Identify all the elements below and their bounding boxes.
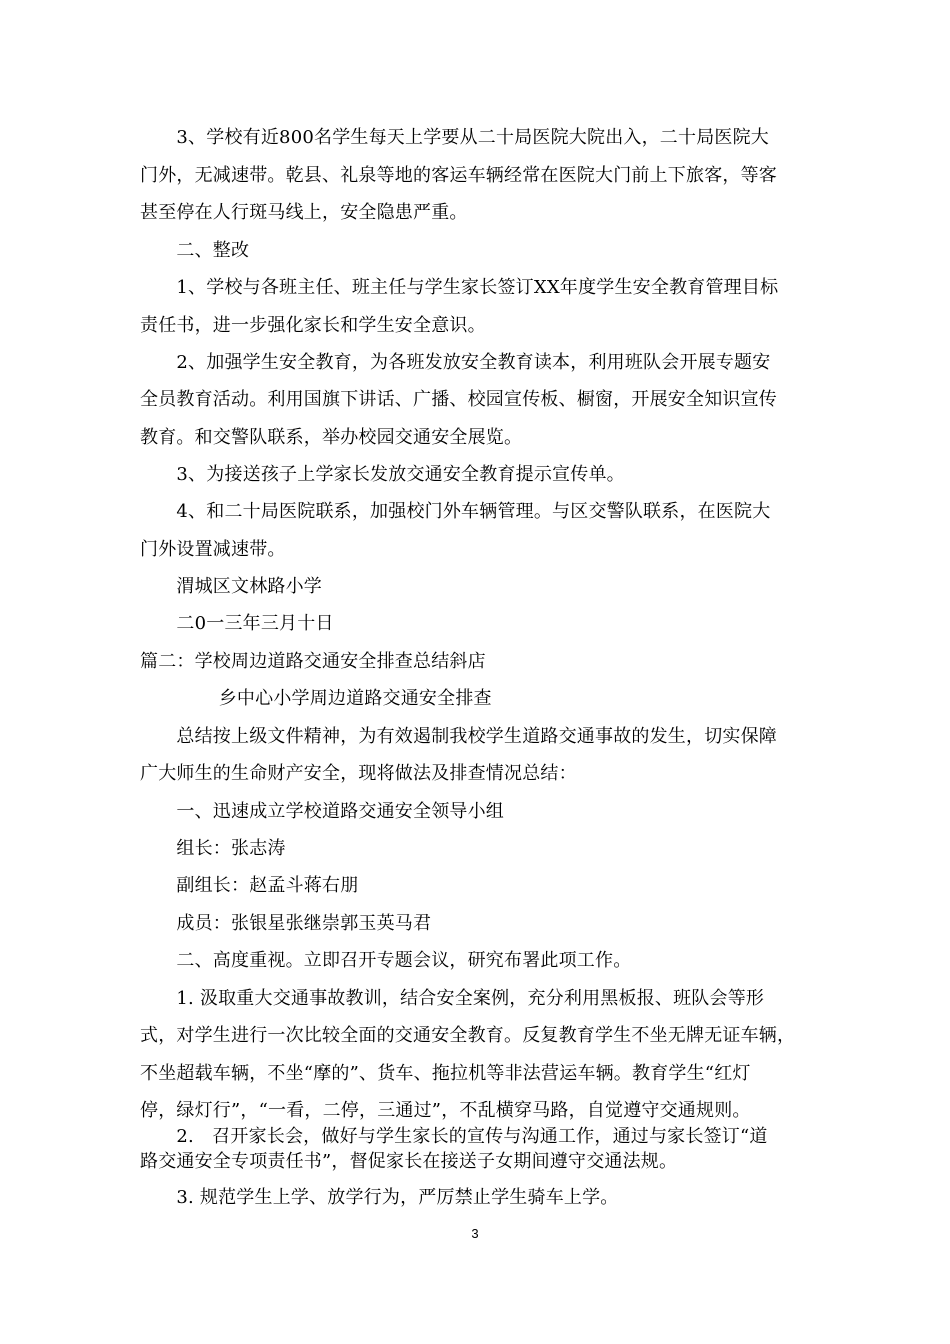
text-line: 责任书，进一步强化家长和学生安全意识。 (140, 315, 486, 336)
text-line: 教育。和交警队联系，举办校园交通安全展览。 (140, 427, 523, 448)
text-line: 3. 规范学生上学、放学行为，严厉禁止学生骑车上学。 (140, 1187, 619, 1208)
text-line: 不坐超载车辆，不坐“摩的”、货车、拖拉机等非法营运车辆。教育学生“红灯 (140, 1063, 751, 1084)
text-line: 3、学校有近800名学生每天上学要从二十局医院大院出入，二十局医院大 (140, 127, 770, 148)
text-line: 门外设置减速带。 (140, 539, 286, 560)
text-line: 2. 召开家长会，做好与学生家长的宣传与沟通工作，通过与家长签订“道 (140, 1126, 768, 1147)
signature-school: 渭城区文林路小学 (140, 576, 322, 597)
text-line: 组长：张志涛 (140, 838, 286, 859)
text-line: 成员：张银星张继崇郭玉英马君 (140, 913, 432, 934)
section-heading: 二、高度重视。立即召开专题会议，研究布署此项工作。 (140, 950, 632, 971)
text-line: 总结按上级文件精神，为有效遏制我校学生道路交通事故的发生，切实保障 (140, 726, 777, 747)
section-title: 篇二：学校周边道路交通安全排查总结斜店 (140, 651, 486, 672)
page-number: 3 (471, 1226, 479, 1241)
text-line: 门外，无减速带。乾县、礼泉等地的客运车辆经常在医院大门前上下旅客，等客 (140, 165, 777, 186)
text-line: 停，绿灯行”，“一看，二停，三通过”，不乱横穿马路，自觉遵守交通规则。 (140, 1100, 751, 1121)
text-line: 3、为接送孩子上学家长发放交通安全教育提示宣传单。 (140, 464, 625, 485)
text-line: 2、加强学生安全教育，为各班发放安全教育读本，利用班队会开展专题安 (140, 352, 771, 373)
section-heading: 二、整改 (140, 240, 250, 261)
text-line: 1. 汲取重大交通事故教训，结合安全案例，充分利用黑板报、班队会等形 (140, 988, 765, 1009)
section-heading: 一、迅速成立学校道路交通安全领导小组 (140, 801, 504, 822)
text-line: 路交通安全专项责任书”，督促家长在接送子女期间遵守交通法规。 (140, 1151, 678, 1172)
text-line: 甚至停在人行斑马线上，安全隐患严重。 (140, 202, 468, 223)
text-line: 1、学校与各班主任、班主任与学生家长签订XX年度学生安全教育管理目标 (140, 277, 779, 298)
text-line: 副组长：赵孟斗蒋右朋 (140, 875, 359, 896)
text-line: 广大师生的生命财产安全，现将做法及排查情况总结： (140, 763, 577, 784)
signature-date: 二0一三年三月十日 (140, 613, 334, 634)
text-line: 全员教育活动。利用国旗下讲话、广播、校园宣传板、橱窗，开展安全知识宣传 (140, 389, 777, 410)
text-line: 式，对学生进行一次比较全面的交通安全教育。反复教育学生不坐无牌无证车辆， (140, 1025, 796, 1046)
text-line: 4、和二十局医院联系，加强校门外车辆管理。与区交警队联系，在医院大 (140, 501, 771, 522)
section-title-continued: 乡中心小学周边道路交通安全排查 (140, 688, 492, 709)
